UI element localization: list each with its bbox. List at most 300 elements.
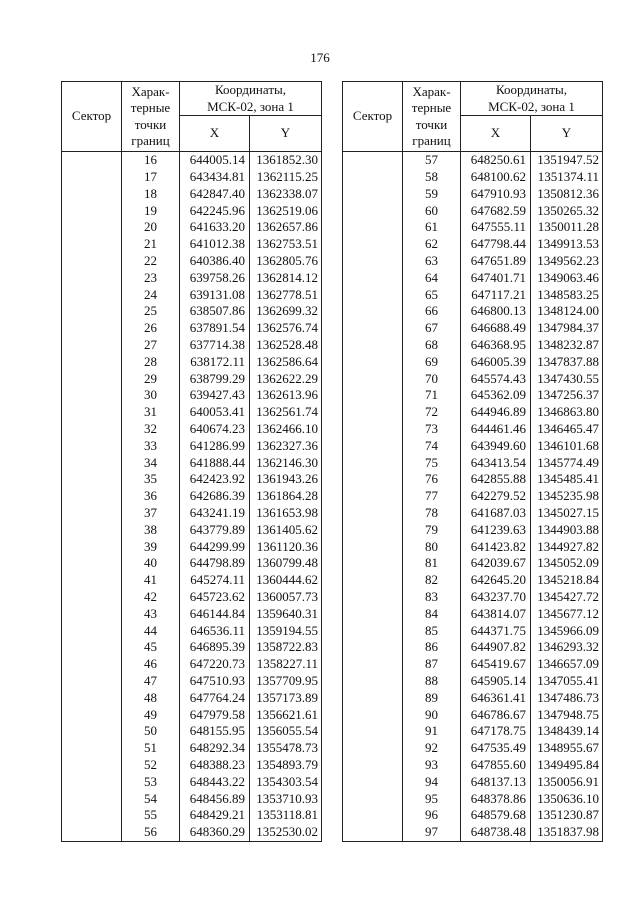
table-row (62, 790, 322, 807)
sector-cell (62, 757, 122, 774)
y-coordinate-cell: 1347256.37 (531, 387, 603, 404)
y-coordinate-cell: 1350056.91 (531, 773, 603, 790)
sector-cell (62, 186, 122, 203)
point-number-cell: 85 (403, 622, 461, 639)
table-row (62, 454, 322, 471)
y-coordinate-cell: 1346863.80 (531, 404, 603, 421)
point-number-cell: 44 (122, 622, 180, 639)
x-coordinate-cell: 644798.89 (180, 555, 250, 572)
sector-cell (343, 773, 403, 790)
y-coordinate-cell: 1360057.73 (250, 589, 322, 606)
x-coordinate-cell: 647798.44 (461, 236, 531, 253)
sector-cell (62, 673, 122, 690)
sector-cell (62, 152, 122, 169)
y-coordinate-cell: 1362778.51 (250, 286, 322, 303)
point-number-cell: 69 (403, 354, 461, 371)
point-number-cell: 43 (122, 606, 180, 623)
table-row (343, 690, 603, 707)
y-coordinate-cell: 1361864.28 (250, 488, 322, 505)
y-coordinate-cell: 1357709.95 (250, 673, 322, 690)
point-number-cell: 51 (122, 740, 180, 757)
table-row (343, 790, 603, 807)
y-coordinate-cell: 1347055.41 (531, 673, 603, 690)
point-number-cell: 21 (122, 236, 180, 253)
x-coordinate-cell: 648456.89 (180, 790, 250, 807)
sector-cell (62, 404, 122, 421)
y-coordinate-cell: 1345677.12 (531, 606, 603, 623)
sector-cell (343, 471, 403, 488)
table-row (62, 538, 322, 555)
point-number-cell: 74 (403, 438, 461, 455)
sector-cell (62, 286, 122, 303)
x-coordinate-cell: 640386.40 (180, 253, 250, 270)
x-coordinate-cell: 648579.68 (461, 807, 531, 824)
x-coordinate-cell: 645723.62 (180, 589, 250, 606)
sector-cell (343, 673, 403, 690)
header-boundary-points (122, 82, 180, 152)
sector-cell (62, 656, 122, 673)
x-coordinate-cell: 647555.11 (461, 219, 531, 236)
table-row (62, 723, 322, 740)
y-coordinate-cell: 1362576.74 (250, 320, 322, 337)
x-coordinate-cell: 648360.29 (180, 824, 250, 841)
table-row (62, 253, 322, 270)
table-body-left (62, 152, 322, 842)
table-row (62, 152, 322, 169)
y-coordinate-cell: 1356621.61 (250, 706, 322, 723)
table-row (343, 505, 603, 522)
y-coordinate-cell: 1350265.32 (531, 202, 603, 219)
point-number-cell: 94 (403, 773, 461, 790)
x-coordinate-cell: 642847.40 (180, 186, 250, 203)
point-number-cell: 37 (122, 505, 180, 522)
point-number-cell: 61 (403, 219, 461, 236)
sector-cell (343, 807, 403, 824)
x-coordinate-cell: 644371.75 (461, 622, 531, 639)
sector-cell (62, 387, 122, 404)
x-coordinate-cell: 646361.41 (461, 690, 531, 707)
sector-cell (343, 286, 403, 303)
y-coordinate-cell: 1362338.07 (250, 186, 322, 203)
header-x: X (461, 116, 531, 152)
point-number-cell: 16 (122, 152, 180, 169)
y-coordinate-cell: 1358722.83 (250, 639, 322, 656)
point-number-cell: 19 (122, 202, 180, 219)
table-row (62, 471, 322, 488)
table-row (343, 219, 603, 236)
point-number-cell: 76 (403, 471, 461, 488)
table-row (62, 555, 322, 572)
y-coordinate-cell: 1362613.96 (250, 387, 322, 404)
table-row (343, 236, 603, 253)
y-coordinate-cell: 1359194.55 (250, 622, 322, 639)
y-coordinate-cell: 1362561.74 (250, 404, 322, 421)
sector-cell (62, 773, 122, 790)
point-number-cell: 89 (403, 690, 461, 707)
point-number-cell: 64 (403, 270, 461, 287)
sector-cell (343, 656, 403, 673)
sector-cell (62, 370, 122, 387)
point-number-cell: 87 (403, 656, 461, 673)
point-number-cell: 71 (403, 387, 461, 404)
x-coordinate-cell: 641423.82 (461, 538, 531, 555)
y-coordinate-cell: 1362115.25 (250, 169, 322, 186)
sector-cell (343, 740, 403, 757)
point-number-cell: 27 (122, 337, 180, 354)
sector-cell (62, 622, 122, 639)
point-number-cell: 55 (122, 807, 180, 824)
table-row (62, 421, 322, 438)
x-coordinate-cell: 642855.88 (461, 471, 531, 488)
x-coordinate-cell: 648378.86 (461, 790, 531, 807)
table-row (62, 807, 322, 824)
sector-cell (62, 740, 122, 757)
table-row (343, 824, 603, 841)
sector-cell (62, 219, 122, 236)
point-number-cell: 49 (122, 706, 180, 723)
x-coordinate-cell: 648100.62 (461, 169, 531, 186)
x-coordinate-cell: 642423.92 (180, 471, 250, 488)
x-coordinate-cell: 648738.48 (461, 824, 531, 841)
y-coordinate-cell: 1354303.54 (250, 773, 322, 790)
table-row (62, 505, 322, 522)
x-coordinate-cell: 642645.20 (461, 572, 531, 589)
point-number-cell: 24 (122, 286, 180, 303)
page-number: 176 (310, 50, 330, 65)
sector-cell (343, 639, 403, 656)
y-coordinate-cell: 1344903.88 (531, 522, 603, 539)
sector-cell (62, 522, 122, 539)
header-coords-line1: Координаты, (215, 82, 286, 98)
y-coordinate-cell: 1345966.09 (531, 622, 603, 639)
x-coordinate-cell: 642245.96 (180, 202, 250, 219)
y-coordinate-cell: 1345235.98 (531, 488, 603, 505)
table-row (62, 757, 322, 774)
table-row (343, 656, 603, 673)
header-sector: Сектор (343, 82, 403, 152)
x-coordinate-cell: 645362.09 (461, 387, 531, 404)
x-coordinate-cell: 646786.67 (461, 706, 531, 723)
x-coordinate-cell: 648292.34 (180, 740, 250, 757)
sector-cell (62, 270, 122, 287)
sector-cell (343, 723, 403, 740)
x-coordinate-cell: 647910.93 (461, 186, 531, 203)
y-coordinate-cell: 1357173.89 (250, 690, 322, 707)
y-coordinate-cell: 1359640.31 (250, 606, 322, 623)
point-number-cell: 92 (403, 740, 461, 757)
sector-cell (343, 706, 403, 723)
x-coordinate-cell: 638799.29 (180, 370, 250, 387)
x-coordinate-cell: 647117.21 (461, 286, 531, 303)
table-row (62, 773, 322, 790)
point-number-cell: 70 (403, 370, 461, 387)
sector-cell (62, 538, 122, 555)
x-coordinate-cell: 646800.13 (461, 303, 531, 320)
point-number-cell: 77 (403, 488, 461, 505)
point-number-cell: 18 (122, 186, 180, 203)
x-coordinate-cell: 647979.58 (180, 706, 250, 723)
x-coordinate-cell: 648155.95 (180, 723, 250, 740)
header-point-line1: Харак- (412, 84, 451, 100)
header-sector: Сектор (62, 82, 122, 152)
point-number-cell: 17 (122, 169, 180, 186)
point-number-cell: 86 (403, 639, 461, 656)
table-row (62, 622, 322, 639)
table-row (62, 656, 322, 673)
y-coordinate-cell: 1362622.29 (250, 370, 322, 387)
x-coordinate-cell: 646536.11 (180, 622, 250, 639)
y-coordinate-cell: 1362699.32 (250, 303, 322, 320)
y-coordinate-cell: 1347948.75 (531, 706, 603, 723)
table-row (62, 606, 322, 623)
point-number-cell: 68 (403, 337, 461, 354)
point-number-cell: 80 (403, 538, 461, 555)
x-coordinate-cell: 642686.39 (180, 488, 250, 505)
sector-cell (62, 790, 122, 807)
y-coordinate-cell: 1360444.62 (250, 572, 322, 589)
y-coordinate-cell: 1362586.64 (250, 354, 322, 371)
sector-cell (62, 236, 122, 253)
table-row (62, 740, 322, 757)
point-number-cell: 56 (122, 824, 180, 841)
table-row (343, 320, 603, 337)
table-row (62, 488, 322, 505)
sector-cell (343, 555, 403, 572)
point-number-cell: 73 (403, 421, 461, 438)
header-point-line1: Харак- (131, 84, 170, 100)
point-number-cell: 39 (122, 538, 180, 555)
y-coordinate-cell: 1362146.30 (250, 454, 322, 471)
y-coordinate-cell: 1355478.73 (250, 740, 322, 757)
y-coordinate-cell: 1345485.41 (531, 471, 603, 488)
x-coordinate-cell: 644461.46 (461, 421, 531, 438)
y-coordinate-cell: 1351837.98 (531, 824, 603, 841)
x-coordinate-cell: 647220.73 (180, 656, 250, 673)
table-row (343, 387, 603, 404)
x-coordinate-cell: 641687.03 (461, 505, 531, 522)
point-number-cell: 36 (122, 488, 180, 505)
sector-cell (343, 421, 403, 438)
point-number-cell: 33 (122, 438, 180, 455)
y-coordinate-cell: 1346293.32 (531, 639, 603, 656)
point-number-cell: 25 (122, 303, 180, 320)
y-coordinate-cell: 1349063.46 (531, 270, 603, 287)
point-number-cell: 79 (403, 522, 461, 539)
y-coordinate-cell: 1349913.53 (531, 236, 603, 253)
sector-cell (343, 488, 403, 505)
y-coordinate-cell: 1358227.11 (250, 656, 322, 673)
point-number-cell: 28 (122, 354, 180, 371)
point-number-cell: 35 (122, 471, 180, 488)
sector-cell (62, 555, 122, 572)
x-coordinate-cell: 648429.21 (180, 807, 250, 824)
table-row (343, 773, 603, 790)
table-row (62, 303, 322, 320)
x-coordinate-cell: 639427.43 (180, 387, 250, 404)
table-row (62, 404, 322, 421)
point-number-cell: 78 (403, 505, 461, 522)
table-row (343, 286, 603, 303)
point-number-cell: 47 (122, 673, 180, 690)
x-coordinate-cell: 639758.26 (180, 270, 250, 287)
sector-cell (62, 438, 122, 455)
table-row (343, 471, 603, 488)
header-point-line3: точки (415, 116, 448, 132)
table-row (343, 354, 603, 371)
coordinates-table-right (342, 81, 603, 842)
y-coordinate-cell: 1348232.87 (531, 337, 603, 354)
point-number-cell: 75 (403, 454, 461, 471)
x-coordinate-cell: 645905.14 (461, 673, 531, 690)
header-coords-line2: МСК-02, зона 1 (207, 98, 294, 114)
point-number-cell: 63 (403, 253, 461, 270)
table-row (62, 236, 322, 253)
point-number-cell: 95 (403, 790, 461, 807)
point-number-cell: 72 (403, 404, 461, 421)
point-number-cell: 93 (403, 757, 461, 774)
sector-cell (343, 824, 403, 841)
y-coordinate-cell: 1345052.09 (531, 555, 603, 572)
table-row (343, 807, 603, 824)
sector-cell (62, 320, 122, 337)
table-row (62, 438, 322, 455)
sector-cell (343, 757, 403, 774)
sector-cell (343, 505, 403, 522)
y-coordinate-cell: 1350812.36 (531, 186, 603, 203)
table-row (62, 202, 322, 219)
point-number-cell: 84 (403, 606, 461, 623)
y-coordinate-cell: 1345027.15 (531, 505, 603, 522)
x-coordinate-cell: 644907.82 (461, 639, 531, 656)
table-row (343, 673, 603, 690)
y-coordinate-cell: 1348124.00 (531, 303, 603, 320)
sector-cell (343, 790, 403, 807)
table-row (62, 690, 322, 707)
y-coordinate-cell: 1351374.11 (531, 169, 603, 186)
y-coordinate-cell: 1349495.84 (531, 757, 603, 774)
x-coordinate-cell: 643949.60 (461, 438, 531, 455)
y-coordinate-cell: 1362753.51 (250, 236, 322, 253)
y-coordinate-cell: 1348439.14 (531, 723, 603, 740)
y-coordinate-cell: 1347486.73 (531, 690, 603, 707)
point-number-cell: 54 (122, 790, 180, 807)
point-number-cell: 38 (122, 522, 180, 539)
table-row (343, 757, 603, 774)
y-coordinate-cell: 1347984.37 (531, 320, 603, 337)
y-coordinate-cell: 1348955.67 (531, 740, 603, 757)
sector-cell (343, 538, 403, 555)
x-coordinate-cell: 647510.93 (180, 673, 250, 690)
sector-cell (343, 320, 403, 337)
header-point-line2: терные (411, 100, 452, 116)
y-coordinate-cell: 1351947.52 (531, 152, 603, 169)
x-coordinate-cell: 646368.95 (461, 337, 531, 354)
sector-cell (62, 169, 122, 186)
x-coordinate-cell: 642039.67 (461, 555, 531, 572)
x-coordinate-cell: 644299.99 (180, 538, 250, 555)
y-coordinate-cell: 1353710.93 (250, 790, 322, 807)
point-number-cell: 67 (403, 320, 461, 337)
y-coordinate-cell: 1346465.47 (531, 421, 603, 438)
point-number-cell: 41 (122, 572, 180, 589)
sector-cell (62, 690, 122, 707)
table-row (62, 286, 322, 303)
y-coordinate-cell: 1362519.06 (250, 202, 322, 219)
point-number-cell: 65 (403, 286, 461, 303)
sector-cell (62, 505, 122, 522)
y-coordinate-cell: 1353118.81 (250, 807, 322, 824)
table-row (343, 589, 603, 606)
sector-cell (62, 589, 122, 606)
table-row (62, 639, 322, 656)
table-row (62, 354, 322, 371)
y-coordinate-cell: 1362805.76 (250, 253, 322, 270)
sector-cell (343, 387, 403, 404)
x-coordinate-cell: 648388.23 (180, 757, 250, 774)
sector-cell (62, 253, 122, 270)
table-row (343, 253, 603, 270)
sector-cell (343, 303, 403, 320)
sector-cell (62, 606, 122, 623)
header-point-line3: точки (134, 116, 167, 132)
x-coordinate-cell: 637714.38 (180, 337, 250, 354)
x-coordinate-cell: 641286.99 (180, 438, 250, 455)
header-coordinates (180, 82, 322, 116)
table-row (343, 337, 603, 354)
sector-cell (62, 421, 122, 438)
table-row (62, 219, 322, 236)
header-point-line2: терные (130, 100, 171, 116)
coordinates-table-left (61, 81, 322, 842)
point-number-cell: 46 (122, 656, 180, 673)
table-row (62, 337, 322, 354)
x-coordinate-cell: 648250.61 (461, 152, 531, 169)
y-coordinate-cell: 1361405.62 (250, 522, 322, 539)
x-coordinate-cell: 637891.54 (180, 320, 250, 337)
point-number-cell: 59 (403, 186, 461, 203)
table-row (62, 169, 322, 186)
x-coordinate-cell: 647764.24 (180, 690, 250, 707)
y-coordinate-cell: 1347837.88 (531, 354, 603, 371)
point-number-cell: 20 (122, 219, 180, 236)
x-coordinate-cell: 645574.43 (461, 370, 531, 387)
table-row (62, 320, 322, 337)
sector-cell (343, 438, 403, 455)
table-row (343, 555, 603, 572)
x-coordinate-cell: 640674.23 (180, 421, 250, 438)
table-row (343, 370, 603, 387)
table-row (62, 824, 322, 841)
sector-cell (62, 706, 122, 723)
sector-cell (343, 253, 403, 270)
table-row (343, 169, 603, 186)
x-coordinate-cell: 647855.60 (461, 757, 531, 774)
x-coordinate-cell: 642279.52 (461, 488, 531, 505)
table-row (343, 404, 603, 421)
x-coordinate-cell: 643779.89 (180, 522, 250, 539)
header-coords-line2: МСК-02, зона 1 (488, 98, 575, 114)
table-row (62, 370, 322, 387)
table-row (343, 454, 603, 471)
header-point-line4: границ (131, 132, 170, 148)
sector-cell (62, 303, 122, 320)
sector-cell (62, 807, 122, 824)
table-row (343, 706, 603, 723)
y-coordinate-cell: 1350011.28 (531, 219, 603, 236)
y-coordinate-cell: 1362657.86 (250, 219, 322, 236)
point-number-cell: 45 (122, 639, 180, 656)
x-coordinate-cell: 647682.59 (461, 202, 531, 219)
